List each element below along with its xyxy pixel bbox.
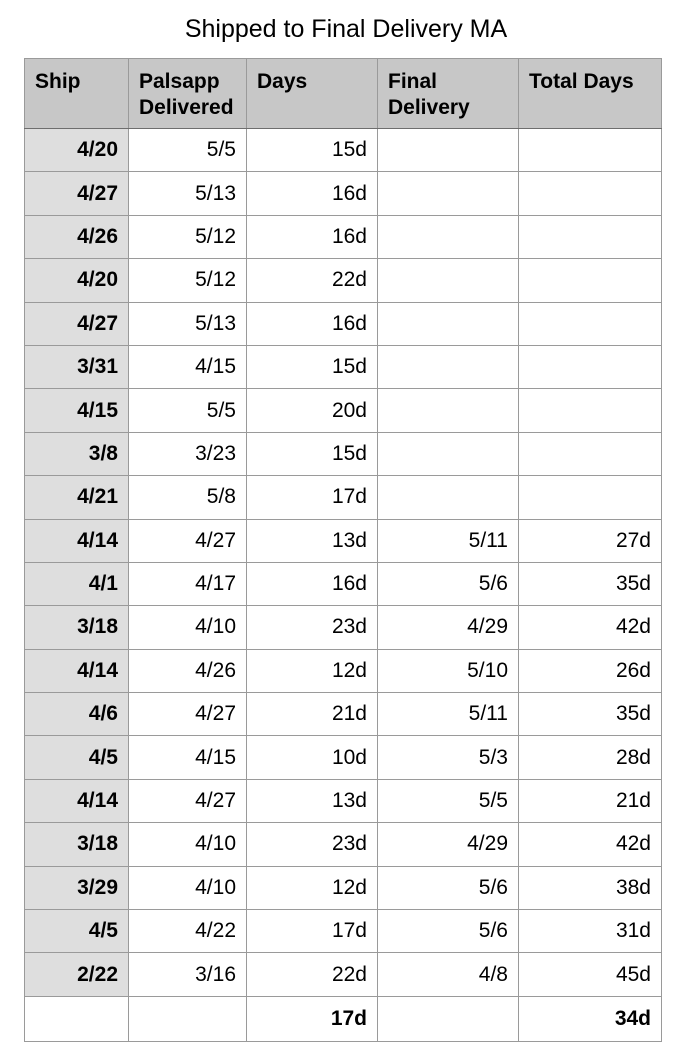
- cell-palsapp-delivered[interactable]: 4/10: [129, 866, 247, 909]
- cell-ship[interactable]: 3/18: [25, 823, 129, 866]
- cell-days[interactable]: 15d: [247, 432, 378, 475]
- cell-total-days[interactable]: [519, 302, 662, 345]
- table-row: [25, 345, 662, 388]
- cell-days[interactable]: 16d: [247, 172, 378, 215]
- cell-total-days[interactable]: [519, 432, 662, 475]
- table-header: [25, 59, 662, 129]
- cell-days[interactable]: 12d: [247, 866, 378, 909]
- table-row: [25, 389, 662, 432]
- cell-palsapp-delivered[interactable]: 4/10: [129, 606, 247, 649]
- cell-ship[interactable]: 4/1: [25, 562, 129, 605]
- cell-total-days[interactable]: 38d: [519, 866, 662, 909]
- table-row: [25, 172, 662, 215]
- cell-ship[interactable]: 4/26: [25, 215, 129, 258]
- cell-days[interactable]: 23d: [247, 606, 378, 649]
- sheet-title: Shipped to Final Delivery MA: [184, 15, 508, 43]
- column-header-palsapp-delivered[interactable]: Palsapp Delivered: [129, 59, 247, 129]
- table-row: [25, 823, 662, 866]
- totals-cell-days[interactable]: 17d: [247, 996, 378, 1041]
- cell-ship[interactable]: 4/27: [25, 302, 129, 345]
- table-row: [25, 736, 662, 779]
- cell-palsapp-delivered[interactable]: 4/26: [129, 649, 247, 692]
- table-row: [25, 519, 662, 562]
- cell-ship[interactable]: 4/21: [25, 476, 129, 519]
- cell-total-days[interactable]: 31d: [519, 910, 662, 953]
- cell-days[interactable]: 13d: [247, 519, 378, 562]
- cell-total-days[interactable]: 45d: [519, 953, 662, 996]
- cell-final-delivery[interactable]: [378, 172, 519, 215]
- cell-palsapp-delivered[interactable]: 3/23: [129, 432, 247, 475]
- cell-final-delivery[interactable]: [378, 215, 519, 258]
- cell-final-delivery[interactable]: 5/6: [378, 910, 519, 953]
- table-row: [25, 606, 662, 649]
- cell-days[interactable]: 15d: [247, 129, 378, 172]
- cell-days[interactable]: 22d: [247, 953, 378, 996]
- cell-ship[interactable]: 4/20: [25, 129, 129, 172]
- cell-palsapp-delivered[interactable]: 5/13: [129, 172, 247, 215]
- cell-palsapp-delivered[interactable]: 5/12: [129, 259, 247, 302]
- cell-final-delivery[interactable]: [378, 302, 519, 345]
- cell-days[interactable]: 15d: [247, 345, 378, 388]
- cell-ship[interactable]: 4/14: [25, 519, 129, 562]
- cell-ship[interactable]: 4/14: [25, 649, 129, 692]
- table-row: [25, 910, 662, 953]
- cell-total-days[interactable]: [519, 345, 662, 388]
- cell-days[interactable]: 20d: [247, 389, 378, 432]
- cell-final-delivery[interactable]: 5/3: [378, 736, 519, 779]
- cell-palsapp-delivered[interactable]: 4/27: [129, 779, 247, 822]
- table-row: [25, 432, 662, 475]
- cell-days[interactable]: 16d: [247, 215, 378, 258]
- table-row: [25, 649, 662, 692]
- cell-total-days[interactable]: [519, 172, 662, 215]
- cell-ship[interactable]: 4/5: [25, 736, 129, 779]
- cell-total-days[interactable]: 21d: [519, 779, 662, 822]
- cell-palsapp-delivered[interactable]: 4/17: [129, 562, 247, 605]
- table-footer: [25, 996, 662, 1041]
- table-row: [25, 302, 662, 345]
- cell-ship[interactable]: 3/18: [25, 606, 129, 649]
- cell-palsapp-delivered[interactable]: 5/8: [129, 476, 247, 519]
- cell-total-days[interactable]: [519, 259, 662, 302]
- cell-total-days[interactable]: 28d: [519, 736, 662, 779]
- totals-cell-total-days[interactable]: 34d: [519, 996, 662, 1041]
- column-header-total-days[interactable]: Total Days: [519, 59, 662, 129]
- cell-total-days[interactable]: 42d: [519, 823, 662, 866]
- cell-days[interactable]: 22d: [247, 259, 378, 302]
- cell-ship[interactable]: 4/5: [25, 910, 129, 953]
- cell-ship[interactable]: 4/27: [25, 172, 129, 215]
- cell-total-days[interactable]: 35d: [519, 562, 662, 605]
- table-row: [25, 476, 662, 519]
- cell-palsapp-delivered[interactable]: 5/5: [129, 389, 247, 432]
- cell-palsapp-delivered[interactable]: 4/10: [129, 823, 247, 866]
- cell-total-days[interactable]: 27d: [519, 519, 662, 562]
- table-row: [25, 259, 662, 302]
- cell-days[interactable]: 17d: [247, 476, 378, 519]
- cell-final-delivery[interactable]: 5/6: [378, 866, 519, 909]
- table-row: [25, 866, 662, 909]
- cell-ship[interactable]: 3/29: [25, 866, 129, 909]
- cell-total-days[interactable]: 26d: [519, 649, 662, 692]
- cell-palsapp-delivered[interactable]: 4/27: [129, 693, 247, 736]
- cell-final-delivery[interactable]: 4/8: [378, 953, 519, 996]
- cell-final-delivery[interactable]: [378, 129, 519, 172]
- cell-final-delivery[interactable]: 4/29: [378, 606, 519, 649]
- header-row: [25, 59, 662, 129]
- cell-palsapp-delivered[interactable]: 4/15: [129, 345, 247, 388]
- cell-palsapp-delivered[interactable]: 5/12: [129, 215, 247, 258]
- cell-final-delivery[interactable]: [378, 389, 519, 432]
- cell-final-delivery[interactable]: [378, 259, 519, 302]
- cell-palsapp-delivered[interactable]: 4/22: [129, 910, 247, 953]
- cell-final-delivery[interactable]: 5/5: [378, 779, 519, 822]
- table-row: [25, 693, 662, 736]
- cell-palsapp-delivered[interactable]: 3/16: [129, 953, 247, 996]
- table-row: [25, 215, 662, 258]
- cell-total-days[interactable]: 42d: [519, 606, 662, 649]
- cell-days[interactable]: 17d: [247, 910, 378, 953]
- cell-days[interactable]: 10d: [247, 736, 378, 779]
- cell-final-delivery[interactable]: [378, 476, 519, 519]
- cell-total-days[interactable]: 35d: [519, 693, 662, 736]
- cell-final-delivery[interactable]: [378, 345, 519, 388]
- cell-final-delivery[interactable]: 5/6: [378, 562, 519, 605]
- cell-days[interactable]: 16d: [247, 302, 378, 345]
- cell-final-delivery[interactable]: 5/11: [378, 519, 519, 562]
- cell-total-days[interactable]: [519, 389, 662, 432]
- cell-ship[interactable]: 4/15: [25, 389, 129, 432]
- table-row: [25, 779, 662, 822]
- totals-cell-palsapp-delivered[interactable]: [129, 996, 247, 1041]
- cell-ship[interactable]: 3/8: [25, 432, 129, 475]
- cell-total-days[interactable]: [519, 476, 662, 519]
- cell-ship[interactable]: 4/20: [25, 259, 129, 302]
- cell-final-delivery[interactable]: 5/11: [378, 693, 519, 736]
- totals-row: [25, 996, 662, 1041]
- cell-days[interactable]: 12d: [247, 649, 378, 692]
- cell-days[interactable]: 13d: [247, 779, 378, 822]
- cell-ship[interactable]: 2/22: [25, 953, 129, 996]
- column-header-final-delivery[interactable]: Final Delivery: [378, 59, 519, 129]
- cell-palsapp-delivered[interactable]: 5/5: [129, 129, 247, 172]
- cell-palsapp-delivered[interactable]: 4/27: [129, 519, 247, 562]
- table-row: [25, 129, 662, 172]
- cell-days[interactable]: 16d: [247, 562, 378, 605]
- column-header-days[interactable]: Days: [247, 59, 378, 129]
- cell-days[interactable]: 21d: [247, 693, 378, 736]
- totals-cell-final-delivery[interactable]: [378, 996, 519, 1041]
- cell-ship[interactable]: 3/31: [25, 345, 129, 388]
- totals-cell-ship[interactable]: [25, 996, 129, 1041]
- cell-final-delivery[interactable]: 5/10: [378, 649, 519, 692]
- cell-ship[interactable]: 4/14: [25, 779, 129, 822]
- cell-palsapp-delivered[interactable]: 5/13: [129, 302, 247, 345]
- table-body: [25, 129, 662, 997]
- table-row: [25, 562, 662, 605]
- cell-final-delivery[interactable]: [378, 432, 519, 475]
- table-row: [25, 953, 662, 996]
- cell-total-days[interactable]: [519, 215, 662, 258]
- cell-days[interactable]: 23d: [247, 823, 378, 866]
- cell-palsapp-delivered[interactable]: 4/15: [129, 736, 247, 779]
- column-header-ship[interactable]: Ship: [25, 59, 129, 129]
- cell-ship[interactable]: 4/6: [25, 693, 129, 736]
- cell-final-delivery[interactable]: 4/29: [378, 823, 519, 866]
- cell-total-days[interactable]: [519, 129, 662, 172]
- delivery-table: [24, 58, 662, 1042]
